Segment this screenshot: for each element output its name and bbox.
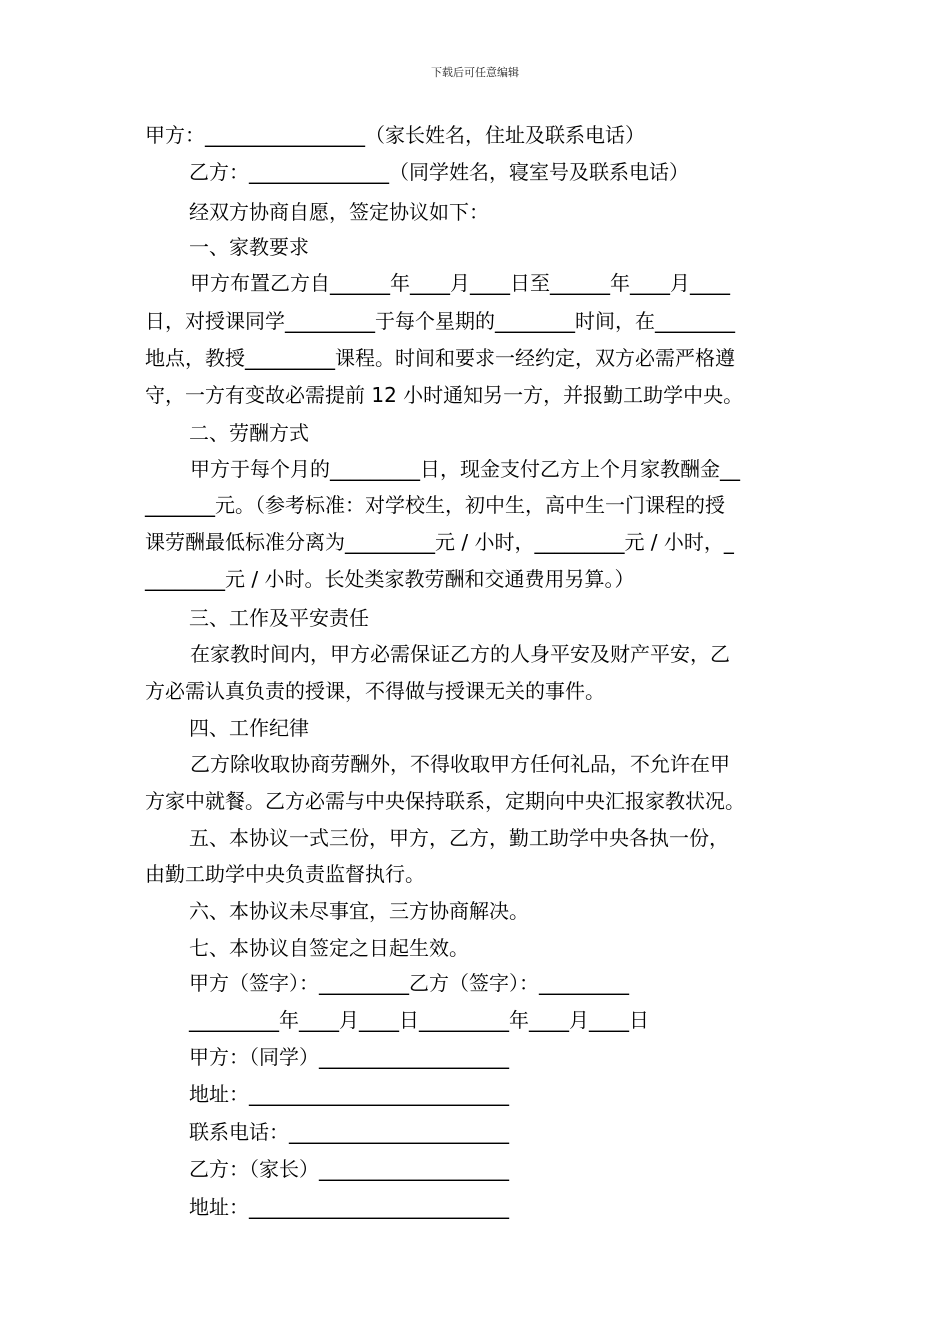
section-3-text-line: 在家教时间内，甲方必需保证乙方的人身平安及财产平安，乙: [190, 642, 730, 666]
party-a-line: 甲方：________________（家长姓名，住址及联系电话）: [145, 123, 645, 147]
section-3-text-line: 方必需认真负责的授课，不得做与授课无关的事件。: [145, 679, 605, 703]
page-header: 下载后可任意编辑: [431, 66, 519, 79]
section-1-text-line: 守，一方有变故必需提前 12 小时通知另一方，并报勤工助学中央。: [145, 383, 744, 407]
party-b-line: 乙方：______________（同学姓名，寝室号及联系电话）: [189, 160, 689, 184]
section-2-text-line: 课劳酬最低标准分离为_________元 / 小时，_________元 / 小时，_: [145, 530, 734, 554]
party-a-student-field: 甲方：（同学）___________________: [189, 1045, 509, 1069]
section-5-text-line: 五、本协议一式三份，甲方，乙方，勤工助学中央各执一份，: [189, 826, 729, 850]
section-2-text-line: _______元。（参考标准：对学校生，初中生，高中生一门课程的授: [145, 493, 725, 517]
section-5-text-line: 由勤工助学中央负责监督执行。: [145, 862, 425, 886]
section-1-text-line: 地点，教授_________课程。时间和要求一经约定，双方必需严格遵: [145, 346, 735, 370]
section-2-text-line: ________元 / 小时。长处类家教劳酬和交通费用另算。）: [145, 567, 635, 591]
agreement-intro: 经双方协商自愿，签定协议如下：: [189, 200, 489, 224]
phone-field: 联系电话：______________________: [189, 1120, 509, 1144]
section-1-text-line: 日，对授课同学_________于每个星期的________时间，在________: [145, 309, 735, 333]
section-7-text: 七、本协议自签定之日起生效。: [189, 936, 469, 960]
party-b-parent-field: 乙方：（家长）___________________: [189, 1157, 509, 1181]
address-field: 地址：__________________________: [189, 1082, 509, 1106]
section-2-text-line: 甲方于每个月的_________日，现金支付乙方上个月家教酬金__: [190, 457, 740, 481]
section-2-heading: 二、劳酬方式: [189, 421, 309, 445]
signature-date-line: _________年____月____日_________年____月____日: [189, 1008, 649, 1032]
section-6-text: 六、本协议未尽事宜，三方协商解决。: [189, 899, 529, 923]
section-1-text-line: 甲方布置乙方自______年____月____日至______年____月____: [190, 271, 730, 295]
address-field: 地址：__________________________: [189, 1195, 509, 1219]
section-4-text-line: 方家中就餐。乙方必需与中央保持联系，定期向中央汇报家教状况。: [145, 789, 745, 813]
section-1-heading: 一、家教要求: [189, 235, 309, 259]
signature-line: 甲方（签字）：_________乙方（签字）：_________: [189, 971, 629, 995]
section-4-heading: 四、工作纪律: [189, 716, 309, 740]
section-3-heading: 三、工作及平安责任: [189, 606, 369, 630]
section-4-text-line: 乙方除收取协商劳酬外，不得收取甲方任何礼品，不允许在甲: [190, 752, 730, 776]
